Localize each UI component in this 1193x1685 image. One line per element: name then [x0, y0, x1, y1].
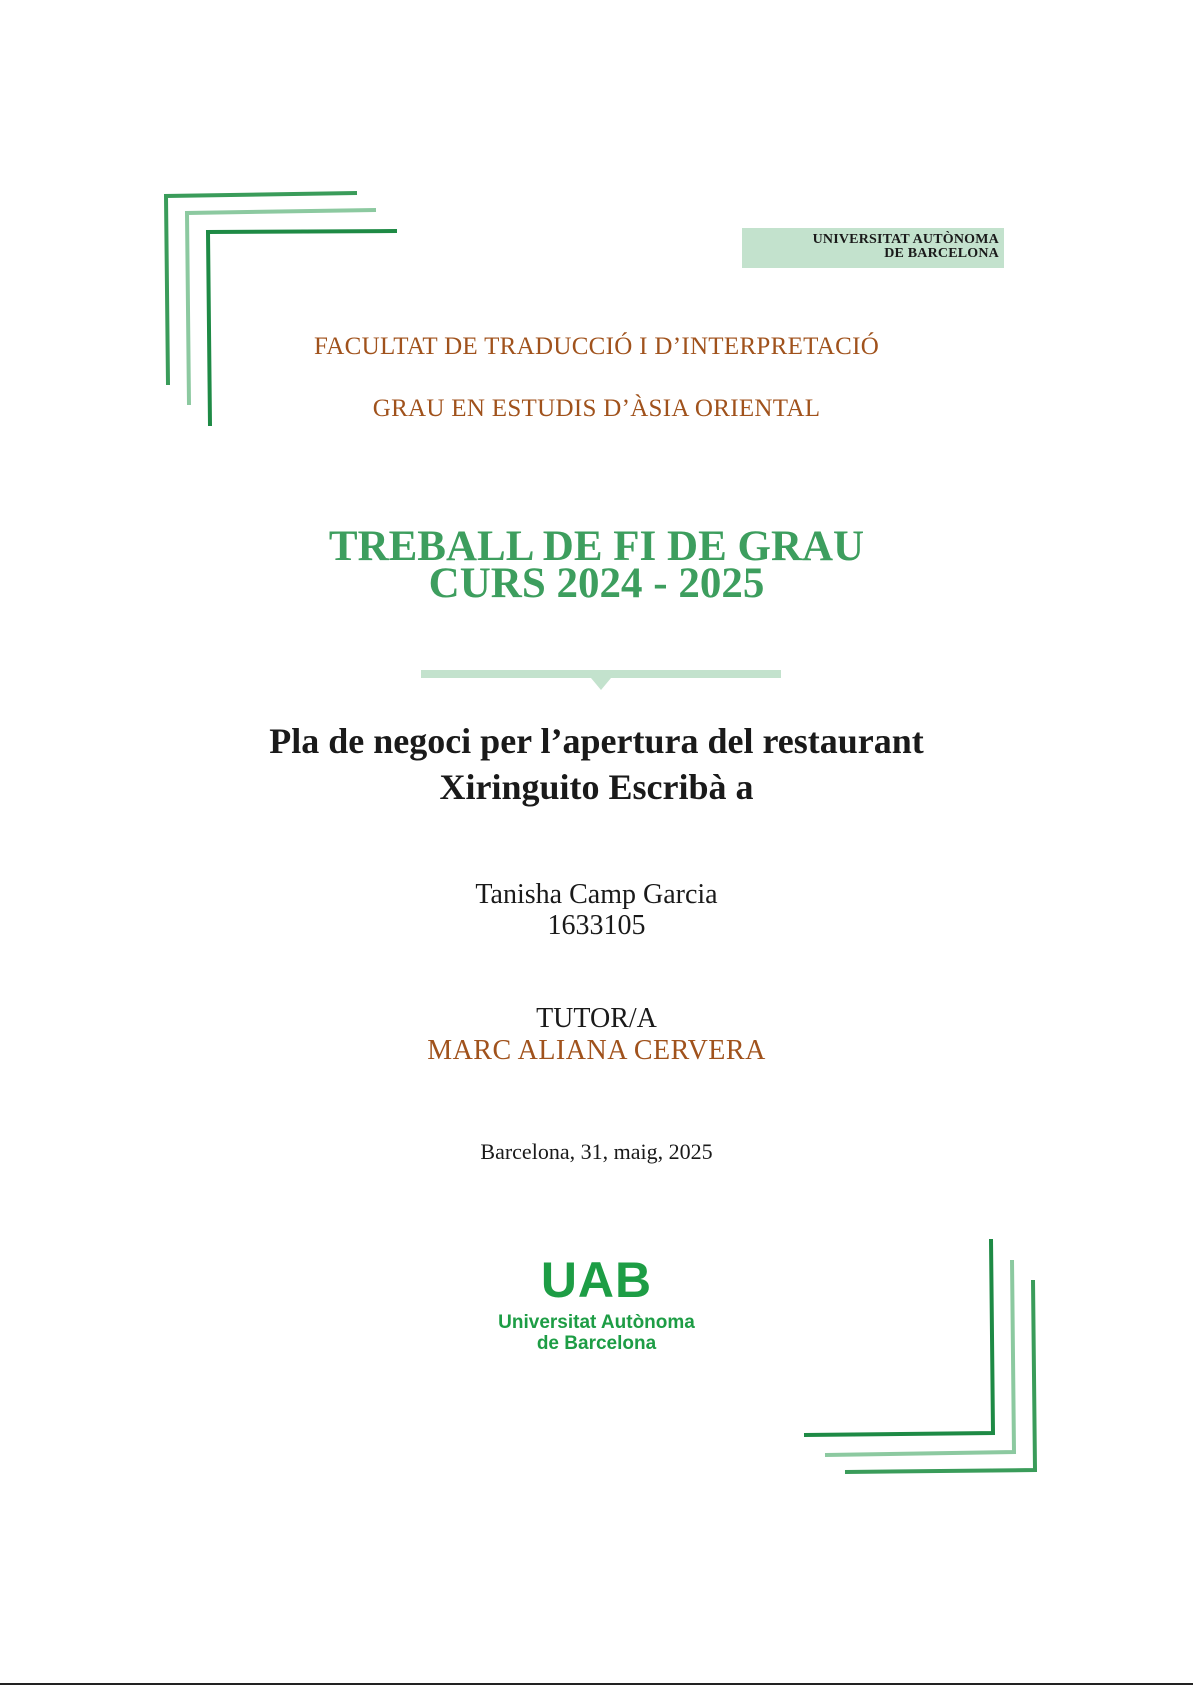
- author-name: Tanisha Camp Garcia: [475, 879, 718, 910]
- degree-name: GRAU EN ESTUDIS D’ÀSIA ORIENTAL: [372, 395, 821, 422]
- uab-logo-name-line1: Universitat Autònoma: [498, 1312, 695, 1333]
- tutor-label: TUTOR/A: [536, 1003, 657, 1034]
- faculty-name: FACULTAT DE TRADUCCIÓ I D’INTERPRETACIÓ: [313, 333, 880, 360]
- university-name-line2: DE BARCELONA: [884, 246, 999, 261]
- work-title: [0, 718, 1193, 810]
- student-id: 1633105: [547, 910, 646, 941]
- thesis-type: TREBALL DE FI DE GRAU: [328, 523, 865, 570]
- work-title-line1: Pla de negoci per l’apertura del restaurant: [269, 721, 924, 761]
- uab-logo: [0, 1254, 1193, 1354]
- place-date: Barcelona, 31, maig, 2025: [480, 1139, 713, 1164]
- tutor-name: MARC ALIANA CERVERA: [427, 1035, 766, 1066]
- uab-logo-name-line2: de Barcelona: [536, 1333, 657, 1354]
- academic-year: CURS 2024 - 2025: [428, 560, 765, 607]
- author-block: [0, 879, 1193, 941]
- title-divider: [421, 670, 781, 692]
- university-header-box: [742, 228, 1004, 268]
- uab-logo-name: [0, 1312, 1193, 1354]
- university-name-line1: UNIVERSITAT AUTÒNOMA: [812, 232, 999, 247]
- work-title-line2: Xiringuito Escribà a: [439, 767, 754, 807]
- thesis-heading: [0, 523, 1193, 607]
- uab-logo-mark: UAB: [540, 1252, 653, 1308]
- corner-line-top-left-middle: [187, 210, 376, 405]
